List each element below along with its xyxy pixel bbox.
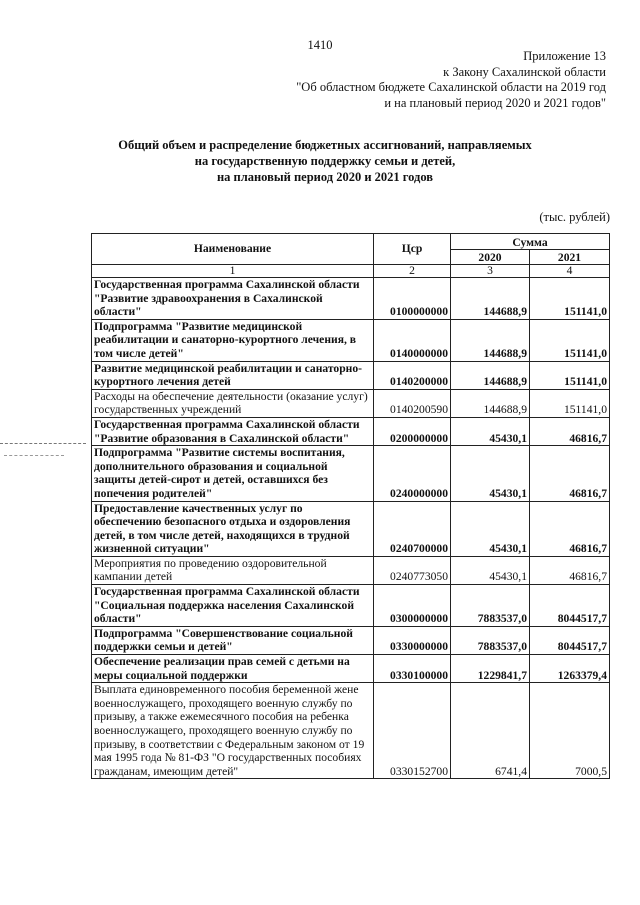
row-code-cell: 0330000000 <box>374 626 451 654</box>
row-value-2020-cell: 144688,9 <box>451 319 530 361</box>
header-year-2021: 2021 <box>530 249 610 265</box>
table-row <box>92 626 610 654</box>
row-value-2020-cell: 144688,9 <box>451 389 530 417</box>
row-name-cell: Развитие медицинской реабилитации и санаторно-курортного лечения детей <box>92 361 374 389</box>
row-value-2021-cell: 7000,5 <box>530 683 610 779</box>
row-value-2020-cell: 45430,1 <box>451 446 530 501</box>
column-index-row <box>92 265 610 278</box>
row-value-2020-cell: 6741,4 <box>451 683 530 779</box>
row-code-cell: 0140000000 <box>374 319 451 361</box>
title-line-3: на плановый период 2020 и 2021 годов <box>216 170 434 184</box>
table-row <box>92 501 610 556</box>
document-title <box>80 137 570 185</box>
table-row <box>92 446 610 501</box>
table-row <box>92 361 610 389</box>
row-name-cell: Предоставление качественных услуг по обеспечению безопасного отдыха и оздоровления детей, в том числе детей, находящихся в трудной жизненной ситуации" <box>92 501 374 556</box>
row-value-2021-cell: 46816,7 <box>530 501 610 556</box>
header-name: Наименование <box>92 234 374 265</box>
row-value-2020-cell: 7883537,0 <box>451 626 530 654</box>
row-value-2021-cell: 46816,7 <box>530 446 610 501</box>
column-index: 3 <box>451 265 530 278</box>
row-name-cell: Подпрограмма "Развитие медицинской реабилитации и санаторно-курортного лечения, в том числе детей" <box>92 319 374 361</box>
table-row <box>92 655 610 683</box>
row-value-2021-cell: 151141,0 <box>530 389 610 417</box>
row-name-cell: Государственная программа Сахалинской области "Социальная поддержка населения Сахалинской области" <box>92 585 374 627</box>
row-name-cell: Расходы на обеспечение деятельности (оказание услуг) государственных учреждений <box>92 389 374 417</box>
row-name-cell: Мероприятия по проведению оздоровительной кампании детей <box>92 556 374 584</box>
header-sum: Сумма <box>451 234 610 250</box>
row-name-cell: Обеспечение реализации прав семей с детьми на меры социальной поддержки <box>92 655 374 683</box>
row-code-cell: 0140200000 <box>374 361 451 389</box>
appendix-reference <box>296 49 606 111</box>
column-index: 4 <box>530 265 610 278</box>
row-value-2020-cell: 7883537,0 <box>451 585 530 627</box>
row-code-cell: 0330100000 <box>374 655 451 683</box>
row-name-cell: Государственная программа Сахалинской области "Развитие здравоохранения в Сахалинской области" <box>92 278 374 320</box>
row-name-cell: Подпрограмма "Совершенствование социальной поддержки семьи и детей" <box>92 626 374 654</box>
row-value-2020-cell: 144688,9 <box>451 361 530 389</box>
title-line-2: на государственную поддержку семьи и детей, <box>194 154 456 168</box>
table-row <box>92 278 610 320</box>
appendix-line-1: Приложение 13 <box>523 49 606 63</box>
row-value-2020-cell: 1229841,7 <box>451 655 530 683</box>
row-name-cell: Выплата единовременного пособия беременной жене военнослужащего, проходящего военную службу по призыву, а также ежемесячного пособия на ребенка военнослужащего, проходящего военную службу по призыву, в соответствии с Федеральным законом от 19 мая 1995 года № 81-ФЗ "О государственных пособиях гражданам, имеющим детей" <box>92 683 374 779</box>
row-value-2021-cell: 151141,0 <box>530 361 610 389</box>
row-code-cell: 0140200590 <box>374 389 451 417</box>
header-year-2020: 2020 <box>451 249 530 265</box>
row-value-2021-cell: 151141,0 <box>530 278 610 320</box>
title-line-1: Общий объем и распределение бюджетных ассигнований, направляемых <box>118 138 532 152</box>
table-row <box>92 389 610 417</box>
table-row <box>92 556 610 584</box>
appendix-line-2: к Закону Сахалинской области <box>443 64 606 79</box>
table-body <box>92 278 610 779</box>
units-label: (тыс. рублей) <box>539 210 610 224</box>
table-row <box>92 683 610 779</box>
table-row <box>92 319 610 361</box>
row-value-2020-cell: 45430,1 <box>451 417 530 445</box>
row-code-cell: 0240700000 <box>374 501 451 556</box>
row-value-2021-cell: 46816,7 <box>530 417 610 445</box>
column-index: 2 <box>374 265 451 278</box>
row-code-cell: 0300000000 <box>374 585 451 627</box>
appendix-line-4: и на плановый период 2020 и 2021 годов" <box>384 95 606 110</box>
row-value-2021-cell: 8044517,7 <box>530 626 610 654</box>
row-value-2021-cell: 8044517,7 <box>530 585 610 627</box>
row-code-cell: 0100000000 <box>374 278 451 320</box>
table-row <box>92 585 610 627</box>
scan-artifact <box>4 455 64 457</box>
row-name-cell: Государственная программа Сахалинской области "Развитие образования в Сахалинской области" <box>92 417 374 445</box>
row-name-cell: Подпрограмма "Развитие системы воспитания, дополнительного образования и социальной защиты детей-сирот и детей, оставшихся без попечения родителей" <box>92 446 374 501</box>
row-code-cell: 0330152700 <box>374 683 451 779</box>
row-code-cell: 0200000000 <box>374 417 451 445</box>
row-code-cell: 0240000000 <box>374 446 451 501</box>
row-value-2020-cell: 144688,9 <box>451 278 530 320</box>
row-value-2021-cell: 46816,7 <box>530 556 610 584</box>
header-code: Цср <box>374 234 451 265</box>
table-row <box>92 417 610 445</box>
row-value-2020-cell: 45430,1 <box>451 501 530 556</box>
column-index: 1 <box>92 265 374 278</box>
appendix-line-3: "Об областном бюджете Сахалинской области на 2019 год <box>296 80 606 94</box>
row-code-cell: 0240773050 <box>374 556 451 584</box>
row-value-2021-cell: 1263379,4 <box>530 655 610 683</box>
page-number: 1410 <box>307 38 333 52</box>
row-value-2020-cell: 45430,1 <box>451 556 530 584</box>
scan-artifact <box>0 443 86 445</box>
budget-table <box>91 233 610 779</box>
row-value-2021-cell: 151141,0 <box>530 319 610 361</box>
